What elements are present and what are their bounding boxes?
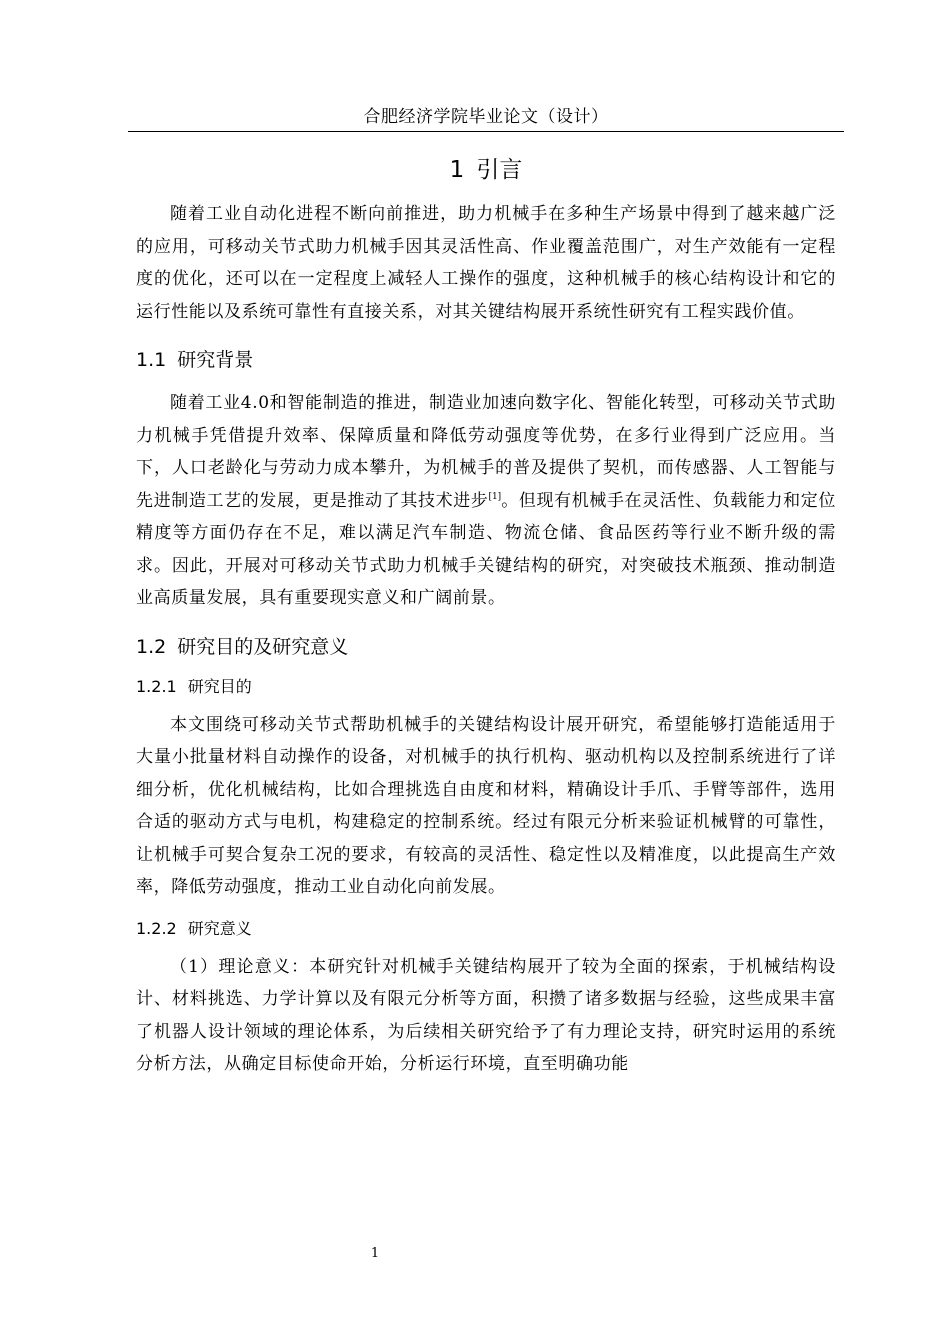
section-number: 1.1 [136,349,167,371]
section-heading-background [136,345,836,375]
header-rule [128,131,844,132]
citation-reference[interactable]: [1] [488,491,502,502]
significance-paragraph: （1）理论意义：本研究针对机械手关键结构展开了较为全面的探索，于机械结构设计、材料挑选、力学计算以及有限元分析等方面，积攒了诸多数据与经验，这些成果丰富了机器人设计领域的理论体系，为后续相关研究给予了有力理论支持，研究时运用的系统分析方法，从确定目标使命开始，分析运行环境，直至明确功能 [136,956,836,1074]
chapter-number: 1 [449,157,465,183]
page-number: 1 [370,1246,380,1261]
subsection-heading-purpose [136,674,836,700]
section-title: 研究背景 [177,349,254,371]
subsection-title: 研究意义 [187,918,252,938]
body-text [136,150,836,1081]
section-number: 1.2 [136,635,167,658]
chapter-title: 引言 [476,157,523,183]
background-paragraph [136,387,836,615]
section-title: 研究目的及研究意义 [177,635,349,658]
subsection-heading-significance [136,916,836,942]
subsection-number: 1.2.2 [136,918,177,938]
running-header: 合肥经济学院毕业论文（设计） [363,107,609,127]
background-text-part2: 。但现有机械手在灵活性、负载能力和定位精度等方面仍存在不足，难以满足汽车制造、物流仓储、食品医药等行业不断升级的需求。因此，开展对可移动关节式助力机械手关键结构的研究，对突破技术瓶颈、推动制造业高质量发展，具有重要现实意义和广阔前景。 [136,490,836,608]
subsection-title: 研究目的 [187,676,252,696]
chapter-heading [136,150,836,190]
purpose-paragraph: 本文围绕可移动关节式帮助机械手的关键结构设计展开研究，希望能够打造能适用于大量小批量材料自动操作的设备，对机械手的执行机构、驱动机构以及控制系统进行了详细分析，优化机械结构，比如合理挑选自由度和材料，精确设计手爪、手臂等部件，选用合适的驱动方式与电机，构建稳定的控制系统。经过有限元分析来验证机械臂的可靠性，让机械手可契合复杂工况的要求，有较高的灵活性、稳定性以及精准度，以此提高生产效率，降低劳动强度，推动工业自动化向前发展。 [136,714,836,897]
subsection-number: 1.2.1 [136,676,177,696]
chapter-intro-paragraph: 随着工业自动化进程不断向前推进，助力机械手在多种生产场景中得到了越来越广泛的应用，可移动关节式助力机械手因其灵活性高、作业覆盖范围广，对生产效能有一定程度的优化，还可以在一定程度上减轻人工操作的强度，这种机械手的核心结构设计和它的运行性能以及系统可靠性有直接关系，对其关键结构展开系统性研究有工程实践价值。 [136,204,836,322]
background-text-part1: 随着工业4.0和智能制造的推进，制造业加速向数字化、智能化转型，可移动关节式助力机械手凭借提升效率、保障质量和降低劳动强度等优势，在多行业得到广泛应用。当下，人口老龄化与劳动力成本攀升，为机械手的普及提供了契机，而传感器、人工智能与先进制造工艺的发展，更是推动了其技术进步 [136,393,836,511]
section-heading-purpose-significance [136,632,836,662]
